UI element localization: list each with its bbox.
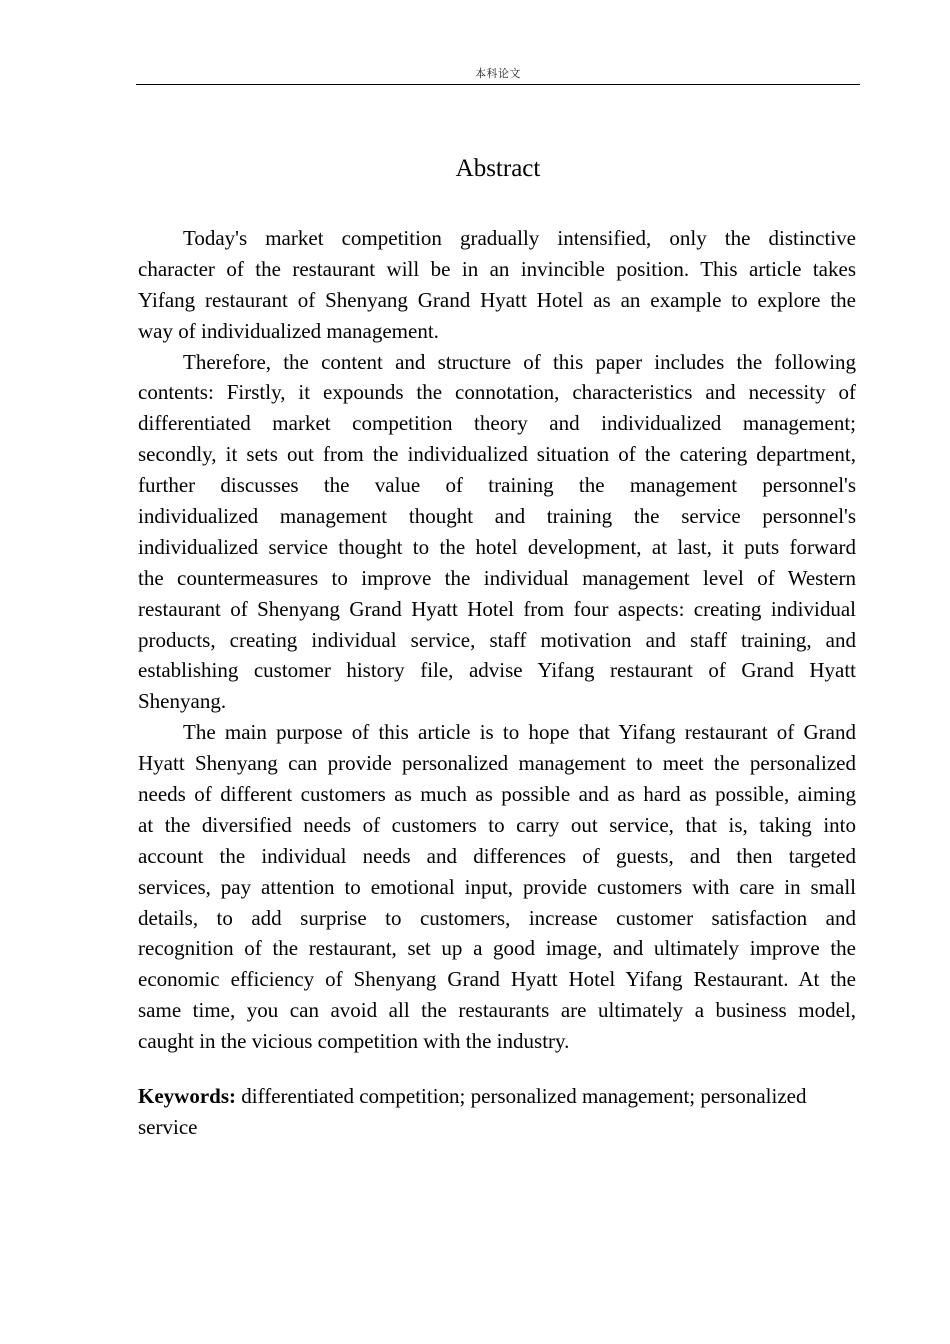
text-line: way of individualized management.	[138, 318, 439, 343]
text-line: Therefore, the content and structure of this paper includes the following	[183, 349, 856, 374]
paragraph-2	[138, 347, 856, 718]
text-line: details, to add surprise to customers, increase customer satisfaction and	[138, 905, 856, 930]
text-line: Hyatt Shenyang can provide personalized management to meet the personalized	[138, 751, 856, 776]
text-line: Shenyang.	[138, 689, 227, 714]
text-line: further discusses the value of training the management personnel's	[138, 473, 856, 498]
text-line: individualized service thought to the hotel development, at last, it puts forward	[138, 534, 856, 559]
keywords	[138, 1081, 856, 1143]
text-line: same time, you can avoid all the restaurants are ultimately a business model,	[138, 998, 856, 1023]
text-line: Yifang restaurant of Shenyang Grand Hyatt Hotel as an example to explore the	[138, 287, 856, 312]
page-header	[136, 64, 860, 85]
text-line: services, pay attention to emotional input, provide customers with care in small	[138, 874, 856, 899]
text-line: character of the restaurant will be in an invincible position. This article takes	[138, 256, 856, 281]
text-line: contents: Firstly, it expounds the connotation, characteristics and necessity of	[138, 380, 856, 405]
abstract-body	[138, 223, 856, 1057]
text-line: economic efficiency of Shenyang Grand Hyatt Hotel Yifang Restaurant. At the	[138, 967, 856, 992]
keywords-text: differentiated competition; personalized management; personalized service	[138, 1084, 807, 1139]
text-line: establishing customer history file, advise Yifang restaurant of Grand Hyatt	[138, 658, 856, 683]
paragraph-1	[138, 223, 856, 347]
running-title: 本科论文	[475, 67, 521, 80]
text-line: Today's market competition gradually intensified, only the distinctive	[183, 226, 856, 250]
text-line: account the individual needs and differences of guests, and then targeted	[138, 843, 856, 868]
abstract-title: Abstract	[455, 155, 541, 182]
paragraph-3	[138, 717, 856, 1057]
text-line: restaurant of Shenyang Grand Hyatt Hotel from four aspects: creating individual	[138, 596, 856, 621]
text-line: recognition of the restaurant, set up a good image, and ultimately improve the	[138, 936, 856, 961]
text-line: the countermeasures to improve the individual management level of Western	[138, 565, 856, 590]
keywords-label: Keywords:	[138, 1084, 236, 1108]
text-line: The main purpose of this article is to hope that Yifang restaurant of Grand	[183, 720, 856, 745]
text-line: differentiated market competition theory and individualized management;	[138, 411, 856, 436]
text-line: products, creating individual service, staff motivation and staff training, and	[138, 627, 856, 652]
text-line: needs of different customers as much as possible and as hard as possible, aiming	[138, 782, 856, 807]
text-line: individualized management thought and training the service personnel's	[138, 504, 856, 529]
text-line: at the diversified needs of customers to carry out service, that is, taking into	[138, 812, 856, 837]
text-line: caught in the vicious competition with the industry.	[138, 1029, 570, 1054]
text-line: secondly, it sets out from the individualized situation of the catering department,	[138, 442, 856, 467]
